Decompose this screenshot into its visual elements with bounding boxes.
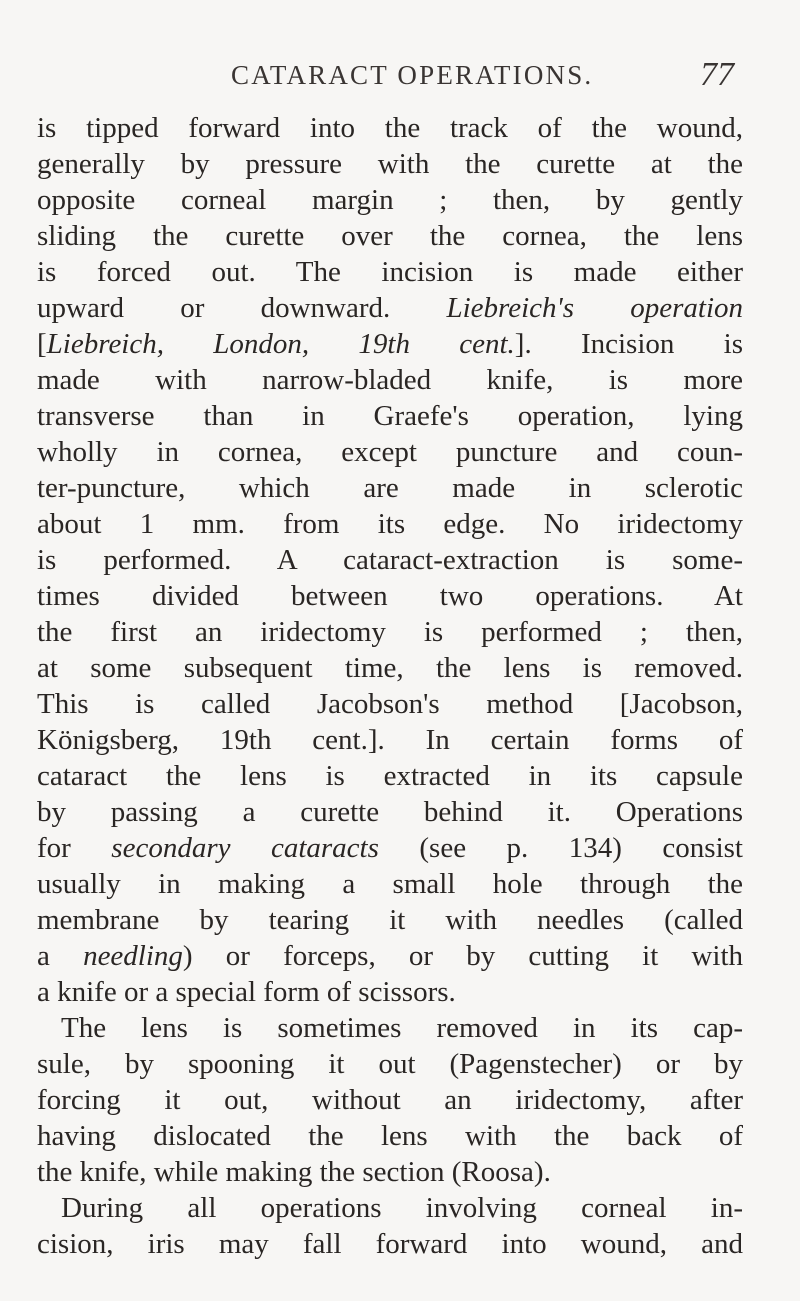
text-segment: about 1 mm. from its edge. No iridectomy	[37, 508, 743, 540]
text-line	[37, 938, 743, 974]
text-segment: This is called Jacobson's method [Jacobson,	[37, 688, 743, 720]
text-line	[37, 1154, 743, 1190]
text-segment: transverse than in Graefe's operation, lying	[37, 400, 743, 432]
text-segment: During all operations involving corneal in-	[61, 1192, 743, 1224]
text-segment: forcing it out, without an iridectomy, after	[37, 1084, 743, 1116]
text-line	[37, 326, 743, 362]
text-line	[37, 218, 743, 254]
text-line	[37, 506, 743, 542]
text-line	[37, 542, 743, 578]
text-segment: usually in making a small hole through the	[37, 868, 743, 900]
text-segment: made with narrow-bladed knife, is more	[37, 364, 743, 396]
text-segment: times divided between two operations. At	[37, 580, 743, 612]
text-segment: a	[37, 940, 84, 972]
text-line	[37, 902, 743, 938]
text-line	[37, 1010, 743, 1046]
text-line	[37, 398, 743, 434]
text-segment: is forced out. The incision is made either	[37, 256, 743, 288]
text-segment: cision, iris may fall forward into wound, and	[37, 1228, 743, 1260]
text-line	[37, 1118, 743, 1154]
italic-text: Liebreich's operation	[446, 292, 743, 324]
text-line	[37, 794, 743, 830]
text-line	[37, 578, 743, 614]
text-line	[37, 758, 743, 794]
text-segment: ]. Incision is	[514, 328, 743, 360]
text-segment: having dislocated the lens with the back of	[37, 1120, 743, 1152]
text-segment: The lens is sometimes removed in its cap-	[61, 1012, 743, 1044]
text-line	[37, 362, 743, 398]
text-segment: a knife or a special form of scissors.	[37, 976, 456, 1008]
text-line	[37, 110, 743, 146]
text-segment: Königsberg, 19th cent.]. In certain forms of	[37, 724, 743, 756]
text-segment: [	[37, 328, 47, 360]
text-line	[37, 290, 743, 326]
text-segment: generally by pressure with the curette at the	[37, 148, 743, 180]
text-line	[37, 470, 743, 506]
text-segment: upward or downward.	[37, 292, 447, 324]
text-line	[37, 686, 743, 722]
body-text	[37, 110, 743, 1262]
text-line	[37, 830, 743, 866]
italic-text: needling	[83, 940, 183, 972]
text-line	[37, 146, 743, 182]
text-segment: (see p. 134) consist	[378, 832, 743, 864]
text-line	[37, 182, 743, 218]
text-segment: sliding the curette over the cornea, the lens	[37, 220, 743, 252]
text-segment: cataract the lens is extracted in its capsule	[37, 760, 743, 792]
text-segment: the first an iridectomy is performed ; then,	[37, 616, 743, 648]
text-line	[37, 1046, 743, 1082]
text-segment: at some subsequent time, the lens is removed.	[37, 652, 743, 684]
text-line	[37, 254, 743, 290]
italic-text: Liebreich, London, 19th cent.	[46, 328, 515, 360]
text-line	[37, 1082, 743, 1118]
italic-text: secondary cataracts	[111, 832, 379, 864]
text-segment: ter-puncture, which are made in sclerotic	[37, 472, 743, 504]
text-segment: for	[37, 832, 112, 864]
running-title: CATARACT OPERATIONS.	[231, 60, 594, 90]
text-line	[37, 974, 743, 1010]
text-line	[37, 614, 743, 650]
text-line	[37, 722, 743, 758]
text-segment: by passing a curette behind it. Operations	[37, 796, 743, 828]
text-line	[37, 1226, 743, 1262]
text-line	[37, 1190, 743, 1226]
text-segment: the knife, while making the section (Roosa).	[37, 1156, 551, 1188]
page-number: 77	[700, 56, 734, 93]
text-segment: is performed. A cataract-extraction is some-	[37, 544, 743, 576]
text-segment: ) or forceps, or by cutting it with	[182, 940, 743, 972]
text-segment: is tipped forward into the track of the wound,	[37, 112, 743, 144]
text-line	[37, 650, 743, 686]
text-line	[37, 866, 743, 902]
text-segment: wholly in cornea, except puncture and coun-	[37, 436, 743, 468]
text-segment: membrane by tearing it with needles (called	[37, 904, 743, 936]
text-segment: sule, by spooning it out (Pagenstecher) or by	[37, 1048, 743, 1080]
running-head	[0, 56, 800, 100]
text-line	[37, 434, 743, 470]
text-segment: opposite corneal margin ; then, by gently	[37, 184, 743, 216]
